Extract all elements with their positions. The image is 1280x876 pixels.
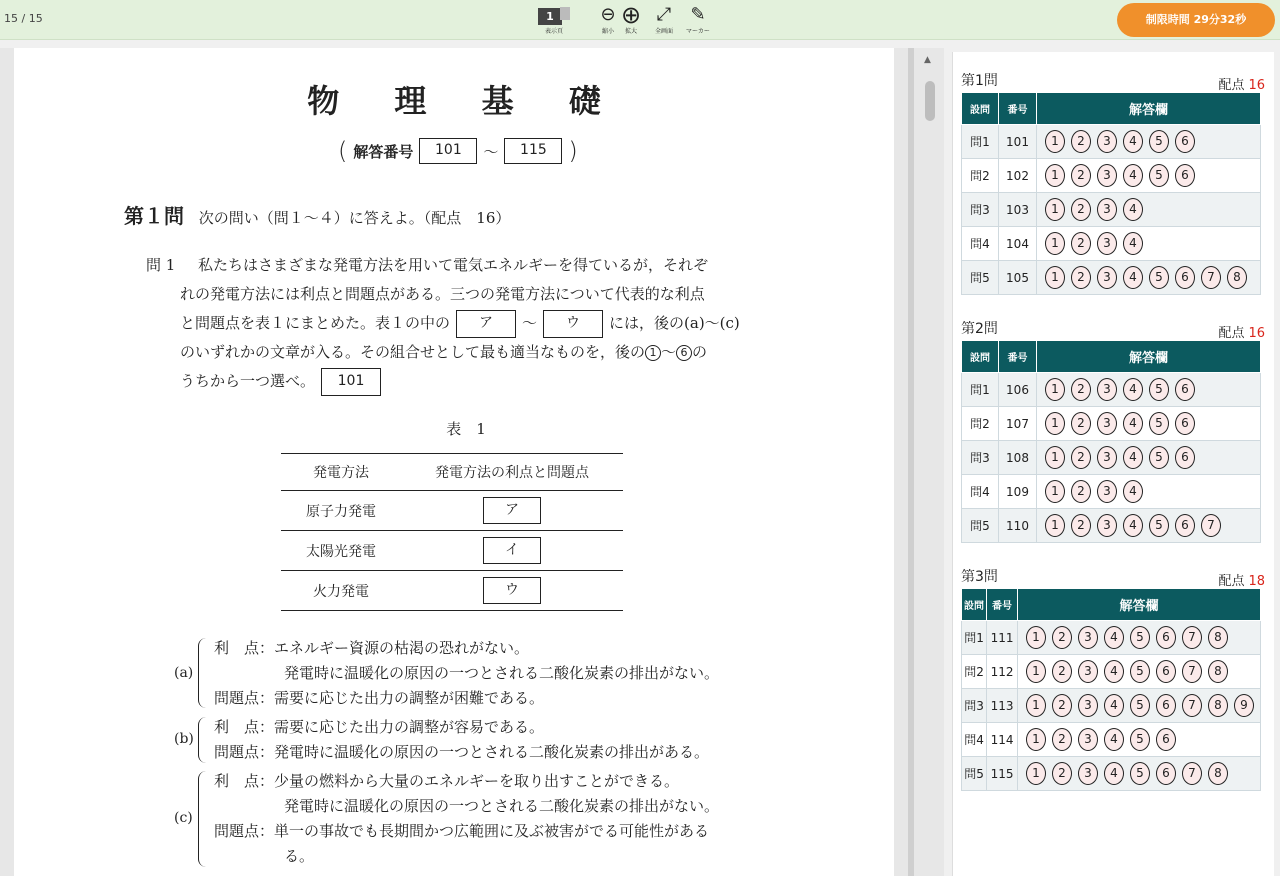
- answer-bubble[interactable]: 7: [1182, 660, 1202, 683]
- table-header: 発電方法の利点と問題点: [401, 454, 623, 491]
- answer-bubble[interactable]: 3: [1097, 198, 1117, 221]
- answer-box-101: 101: [321, 368, 381, 396]
- answer-bubble[interactable]: 5: [1149, 412, 1169, 435]
- section-points: 配点 18: [1218, 574, 1265, 589]
- answer-bubble[interactable]: 2: [1052, 694, 1072, 717]
- answer-bubble[interactable]: 3: [1078, 626, 1098, 649]
- answer-bubble[interactable]: 1: [1045, 130, 1065, 153]
- answer-bubble[interactable]: 6: [1156, 626, 1176, 649]
- answer-bubble[interactable]: 7: [1201, 266, 1221, 289]
- answer-bubble[interactable]: 2: [1071, 164, 1091, 187]
- marker-pen-icon: ✎: [690, 4, 706, 25]
- answer-bubble[interactable]: 3: [1097, 412, 1117, 435]
- answer-sheet-panel: [952, 52, 1274, 876]
- top-toolbar: [0, 0, 1280, 40]
- circled-number: 6: [676, 345, 692, 361]
- monitor-icon: 1: [538, 8, 562, 25]
- range-to-box: 115: [504, 138, 562, 164]
- answer-grid: [961, 588, 1261, 791]
- circled-number: 1: [645, 345, 661, 361]
- answer-bubble[interactable]: 5: [1149, 130, 1169, 153]
- section-points: 配点 16: [1218, 326, 1265, 341]
- answer-bubble[interactable]: 1: [1045, 378, 1065, 401]
- fullscreen-icon: ⤢: [656, 4, 672, 25]
- document-viewer[interactable]: [0, 48, 944, 876]
- blank-box: イ: [483, 537, 541, 564]
- question-title: 第１問: [124, 204, 184, 228]
- answer-bubble[interactable]: 6: [1156, 728, 1176, 751]
- answer-bubble[interactable]: 1: [1045, 480, 1065, 503]
- answer-bubble[interactable]: 2: [1071, 232, 1091, 255]
- answer-bubble[interactable]: 3: [1078, 762, 1098, 785]
- section-points: 配点 16: [1218, 78, 1265, 93]
- grid-header: 設問: [962, 589, 987, 621]
- answer-bubble[interactable]: 2: [1071, 266, 1091, 289]
- answer-bubble[interactable]: 4: [1123, 198, 1143, 221]
- zoom-out-button[interactable]: [598, 4, 618, 35]
- answer-bubble[interactable]: 2: [1071, 378, 1091, 401]
- answer-bubble[interactable]: 5: [1130, 660, 1150, 683]
- answer-row: 問1 101 1 2 3 4 5 6: [962, 125, 1261, 159]
- answer-bubble[interactable]: 8: [1208, 626, 1228, 649]
- answer-bubble[interactable]: 2: [1052, 762, 1072, 785]
- marker-button[interactable]: [680, 4, 716, 35]
- answer-row: 問4 114 1 2 3 4 5 6: [962, 723, 1261, 757]
- answer-bubble[interactable]: 2: [1071, 514, 1091, 537]
- exam-page: 物 理 基 礎 ( 解答番号 101 〜 115 ) 第１問 次の問い（問１〜４）に答えよ。（配点 16） 問 1 私たちはさまざまな発電方法を用いて電気エネルギーを得ているが，それぞ れの発電方法には利点と問題点がある。三つの発電方法について代表的な利点 と問題点を表１にまとめた。表１の中の ア 〜 ウ には，後の(a)〜(c) のいずれかの文章が入る。その組合せとして最も適当なものを，後の 1 〜 6 の うちから一つ選べ。 101 表 1 発電方法 発電方法の利点と問題点 原子力発電 ア 太陽光発電 イ 火力発電 ウ (a) 利 点：エネルギー資源の枯渇の恐れがない。 発電時に温暖化の原因の一つとされる二酸化炭素の排出がない。 問題点：需要に応じた出力の調整が困難である。 (b) 利 点：需要に応じた出力の調整が容易である。 問題点：発電時に温暖化の原因の一つとされる二酸化炭素の排出がある。 (c) 利 点：少量の燃料から大量のエネルギーを取り出すことができる。 発電時に温暖化の原因の一つとされる二酸化炭素の排出がない。 問題点：単一の事故でも長期間かつ広範囲に及ぶ被害がでる可能性がある る。: [14, 48, 894, 876]
- answer-bubble[interactable]: 4: [1123, 446, 1143, 469]
- answer-row: 問2 102 1 2 3 4 5 6: [962, 159, 1261, 193]
- answer-bubble[interactable]: 8: [1208, 660, 1228, 683]
- answer-bubble[interactable]: 4: [1104, 728, 1124, 751]
- zoom-out-icon: ⊖: [600, 4, 616, 25]
- power-table: [281, 453, 623, 611]
- grid-header: 解答欄: [1018, 589, 1261, 621]
- answer-bubble[interactable]: 7: [1182, 762, 1202, 785]
- answer-bubble[interactable]: 6: [1175, 514, 1195, 537]
- answer-row: 問5 110 1 2 3 4 5 6 7: [962, 509, 1261, 543]
- option-b: (b) 利 点：需要に応じた出力の調整が容易である。 問題点：発電時に温暖化の原因の一つとされる二酸化炭素の排出がある。: [174, 718, 710, 761]
- answer-bubble[interactable]: 2: [1052, 660, 1072, 683]
- answer-bubble[interactable]: 3: [1097, 446, 1117, 469]
- answer-bubble[interactable]: 3: [1078, 694, 1098, 717]
- answer-bubble[interactable]: 5: [1149, 446, 1169, 469]
- answer-bubble[interactable]: 5: [1130, 728, 1150, 751]
- answer-bubble[interactable]: 2: [1071, 446, 1091, 469]
- scroll-up-arrow-icon[interactable]: ▲: [924, 55, 931, 65]
- answer-bubble[interactable]: 1: [1026, 626, 1046, 649]
- grid-header: 解答欄: [1037, 341, 1261, 373]
- answer-row: 問5 105 1 2 3 4 5 6 7 8: [962, 261, 1261, 295]
- answer-bubble[interactable]: 2: [1071, 130, 1091, 153]
- answer-bubble[interactable]: 5: [1130, 626, 1150, 649]
- answer-bubble[interactable]: 6: [1175, 378, 1195, 401]
- option-c: (c) 利 点：少量の燃料から大量のエネルギーを取り出すことができる。 発電時に温暖化の原因の一つとされる二酸化炭素の排出がない。 問題点：単一の事故でも長期間かつ広範囲に及ぶ被害がでる可能性がある る。: [174, 772, 720, 865]
- answer-bubble[interactable]: 2: [1071, 480, 1091, 503]
- answer-grid: [961, 92, 1261, 295]
- answer-bubble[interactable]: 4: [1123, 164, 1143, 187]
- answer-row: 問3 108 1 2 3 4 5 6: [962, 441, 1261, 475]
- answer-bubble[interactable]: 7: [1182, 694, 1202, 717]
- zoom-out-label: 縮小: [601, 28, 614, 35]
- blank-a-box: ア: [456, 310, 516, 338]
- answer-bubble[interactable]: 6: [1156, 762, 1176, 785]
- answer-bubble[interactable]: 4: [1123, 480, 1143, 503]
- answer-bubble[interactable]: 1: [1026, 762, 1046, 785]
- answer-bubble[interactable]: 5: [1149, 164, 1169, 187]
- answer-row: 問1 111 1 2 3 4 5 6 7 8: [962, 621, 1261, 655]
- answer-bubble[interactable]: 4: [1104, 694, 1124, 717]
- answer-options: [174, 636, 719, 873]
- grid-header: 設問: [962, 341, 999, 373]
- range-from-box: 101: [419, 138, 477, 164]
- answer-bubble[interactable]: 5: [1149, 378, 1169, 401]
- answer-bubble[interactable]: 3: [1097, 130, 1117, 153]
- answer-bubble[interactable]: 3: [1097, 232, 1117, 255]
- blank-box: ア: [483, 497, 541, 524]
- answer-bubble[interactable]: 3: [1078, 660, 1098, 683]
- marker-label: マーカー: [686, 28, 710, 35]
- answer-row: 問2 107 1 2 3 4 5 6: [962, 407, 1261, 441]
- answer-bubble[interactable]: 5: [1130, 762, 1150, 785]
- question-heading: [124, 200, 510, 229]
- answer-bubble[interactable]: 3: [1097, 480, 1117, 503]
- page-title: 物 理 基 礎: [307, 82, 623, 120]
- section-title: 第2問: [961, 321, 998, 337]
- answer-bubble[interactable]: 3: [1078, 728, 1098, 751]
- answer-number-label: 解答番号: [353, 142, 414, 161]
- answer-bubble[interactable]: 4: [1104, 626, 1124, 649]
- answer-bubble[interactable]: 1: [1045, 266, 1065, 289]
- table-row: 原子力発電 ア: [281, 491, 623, 531]
- answer-bubble[interactable]: 6: [1175, 164, 1195, 187]
- table-header: 発電方法: [281, 454, 401, 491]
- answer-bubble[interactable]: 8: [1208, 762, 1228, 785]
- answer-bubble[interactable]: 3: [1097, 164, 1117, 187]
- answer-bubble[interactable]: 1: [1026, 728, 1046, 751]
- blank-u-box: ウ: [543, 310, 603, 338]
- zoom-in-icon: ⊕: [620, 1, 642, 29]
- question-1-number: 問 1: [146, 256, 176, 274]
- answer-bubble[interactable]: 1: [1026, 660, 1046, 683]
- time-limit-badge: 制限時間 29分32秒: [1117, 3, 1275, 37]
- table-row: 火力発電 ウ: [281, 571, 623, 611]
- answer-row: 問3 103 1 2 3 4: [962, 193, 1261, 227]
- answer-bubble[interactable]: 1: [1026, 694, 1046, 717]
- grid-header: 番号: [999, 93, 1037, 125]
- answer-bubble[interactable]: 2: [1071, 198, 1091, 221]
- question-instruction: 次の問い（問１〜４）に答えよ。（配点 16）: [198, 209, 511, 227]
- answer-bubble[interactable]: 4: [1104, 660, 1124, 683]
- answer-bubble[interactable]: 1: [1045, 164, 1065, 187]
- answer-bubble[interactable]: 3: [1097, 514, 1117, 537]
- answer-bubble[interactable]: 2: [1052, 626, 1072, 649]
- answer-bubble[interactable]: 4: [1123, 378, 1143, 401]
- page-counter: 15 / 15: [4, 12, 43, 25]
- scrollbar-thumb[interactable]: [925, 81, 935, 121]
- section-title: 第1問: [961, 73, 998, 89]
- display-page-button[interactable]: [534, 4, 574, 35]
- fullscreen-button[interactable]: [650, 4, 678, 35]
- zoom-in-button[interactable]: [618, 1, 644, 35]
- answer-bubble[interactable]: 4: [1123, 266, 1143, 289]
- answer-bubble[interactable]: 1: [1045, 232, 1065, 255]
- option-a: (a) 利 点：エネルギー資源の枯渇の恐れがない。 発電時に温暖化の原因の一つとされる二酸化炭素の排出がない。 問題点：需要に応じた出力の調整が困難である。: [174, 639, 720, 707]
- table-caption: 表 1: [446, 420, 486, 438]
- answer-row: 問5 115 1 2 3 4 5 6 7 8: [962, 757, 1261, 791]
- answer-bubble[interactable]: 3: [1097, 266, 1117, 289]
- answer-bubble[interactable]: 8: [1227, 266, 1247, 289]
- answer-bubble[interactable]: 2: [1052, 728, 1072, 751]
- answer-bubble[interactable]: 4: [1123, 514, 1143, 537]
- answer-row: 問3 113 1 2 3 4 5 6 7 8 9: [962, 689, 1261, 723]
- grid-header: 設問: [962, 93, 999, 125]
- blank-box: ウ: [483, 577, 541, 604]
- answer-bubble[interactable]: 1: [1045, 446, 1065, 469]
- answer-row: 問4 104 1 2 3 4: [962, 227, 1261, 261]
- answer-bubble[interactable]: 7: [1182, 626, 1202, 649]
- grid-header: 解答欄: [1037, 93, 1261, 125]
- answer-bubble[interactable]: 3: [1097, 378, 1117, 401]
- answer-bubble[interactable]: 1: [1045, 198, 1065, 221]
- answer-bubble[interactable]: 5: [1149, 266, 1169, 289]
- answer-bubble[interactable]: 8: [1208, 694, 1228, 717]
- answer-bubble[interactable]: 6: [1175, 412, 1195, 435]
- answer-bubble[interactable]: 6: [1175, 446, 1195, 469]
- answer-bubble[interactable]: 5: [1149, 514, 1169, 537]
- section-title: 第3問: [961, 569, 998, 585]
- answer-row: 問1 106 1 2 3 4 5 6: [962, 373, 1261, 407]
- answer-bubble[interactable]: 5: [1130, 694, 1150, 717]
- answer-grid: [961, 340, 1261, 543]
- answer-number-range: ( 解答番号 101 〜 115 ): [338, 137, 578, 165]
- answer-bubble[interactable]: 7: [1201, 514, 1221, 537]
- fullscreen-label: 全画面: [654, 28, 673, 35]
- answer-bubble[interactable]: 4: [1123, 130, 1143, 153]
- zoom-in-label: 拡大: [624, 28, 637, 35]
- answer-row: 問2 112 1 2 3 4 5 6 7 8: [962, 655, 1261, 689]
- answer-bubble[interactable]: 6: [1175, 130, 1195, 153]
- display-page-label: 表示頁: [544, 28, 563, 35]
- answer-bubble[interactable]: 2: [1071, 412, 1091, 435]
- answer-bubble[interactable]: 1: [1045, 514, 1065, 537]
- answer-row: 問4 109 1 2 3 4: [962, 475, 1261, 509]
- answer-bubble[interactable]: 4: [1123, 412, 1143, 435]
- answer-bubble[interactable]: 9: [1234, 694, 1254, 717]
- answer-bubble[interactable]: 1: [1045, 412, 1065, 435]
- answer-bubble[interactable]: 6: [1175, 266, 1195, 289]
- answer-bubble[interactable]: 4: [1104, 762, 1124, 785]
- answer-bubble[interactable]: 6: [1156, 660, 1176, 683]
- answer-bubble[interactable]: 6: [1156, 694, 1176, 717]
- table-row: 太陽光発電 イ: [281, 531, 623, 571]
- grid-header: 番号: [987, 589, 1018, 621]
- answer-bubble[interactable]: 4: [1123, 232, 1143, 255]
- grid-header: 番号: [999, 341, 1037, 373]
